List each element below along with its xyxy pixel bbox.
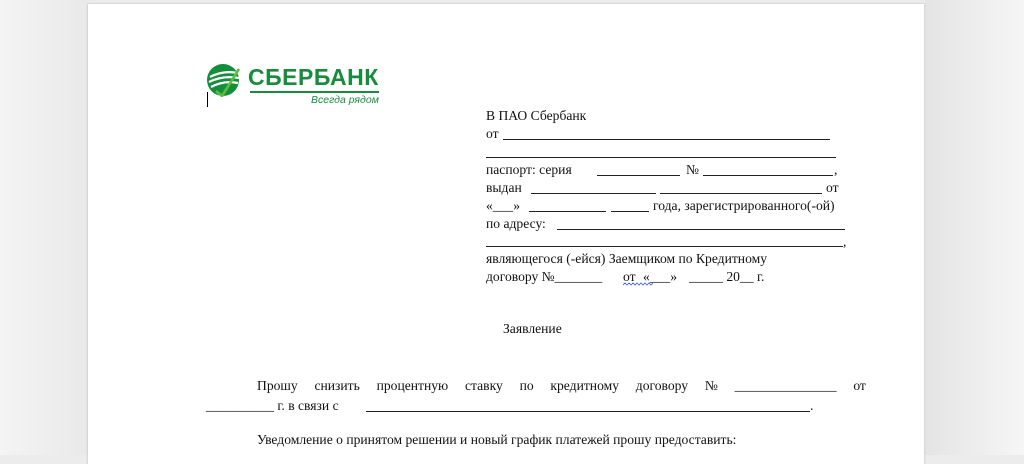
from-blank-line2 xyxy=(486,157,836,158)
request-word: Прошу xyxy=(257,378,298,393)
contract-number: договору №_______ xyxy=(486,269,603,284)
recipient-line: В ПАО Сбербанк xyxy=(486,108,587,123)
reason-blank xyxy=(366,411,810,412)
passport-comma: , xyxy=(834,162,838,177)
registered-label: года, зарегистрированного(-ой) xyxy=(653,198,835,213)
request-word: № xyxy=(704,378,718,393)
address-label: по адресу: xyxy=(486,216,546,231)
request-word: договору xyxy=(635,378,689,393)
issue-year-blank xyxy=(611,211,649,212)
sberbank-logo xyxy=(206,63,386,109)
notification-line: Уведомление о принятом решении и новый график платежей прошу предоставить: xyxy=(257,432,737,447)
from-blank xyxy=(503,139,830,140)
from-label: от xyxy=(486,126,499,141)
passport-series-label: паспорт: серия xyxy=(486,162,572,177)
contract-year: _____ 20__ г. xyxy=(689,269,765,284)
passport-number-sign: № xyxy=(686,162,699,177)
request-word: снизить xyxy=(314,378,360,393)
window-background-left xyxy=(0,0,88,455)
address-comma: , xyxy=(843,234,847,249)
request-line-2-end: . xyxy=(810,398,814,413)
request-contract-blank: _______________ xyxy=(734,378,837,393)
spellcheck-underline xyxy=(623,282,653,286)
request-word: по xyxy=(519,378,534,393)
issued-blank-1 xyxy=(531,193,656,194)
request-line-2-prefix: __________ г. в связи с xyxy=(206,398,339,413)
sberbank-logo-icon xyxy=(206,63,244,97)
issued-date-label: от xyxy=(826,180,839,195)
logo-name: СБЕРБАНК xyxy=(248,64,379,90)
text-cursor xyxy=(207,92,208,107)
contract-day: «___» xyxy=(643,269,677,284)
document-title: Заявление xyxy=(503,321,562,336)
logo-underline xyxy=(250,91,379,93)
issued-blank-2 xyxy=(660,193,822,194)
request-word: от xyxy=(853,378,866,393)
issued-label: выдан xyxy=(486,180,522,195)
request-word: процентную xyxy=(376,378,449,393)
address-blank xyxy=(557,229,845,230)
request-line-1 xyxy=(257,378,866,394)
issue-day: «___» xyxy=(486,198,520,213)
request-word: кредитному xyxy=(550,378,620,393)
request-word: ставку xyxy=(464,378,503,393)
window-background-right xyxy=(925,0,1024,455)
contract-from-label: от xyxy=(623,269,636,284)
issue-month-blank xyxy=(529,211,606,212)
logo-slogan: Всегда рядом xyxy=(311,94,379,106)
passport-series-blank xyxy=(597,175,680,176)
passport-number-blank xyxy=(703,175,833,176)
address-blank-line2 xyxy=(486,246,843,247)
borrower-line: являющегося (-ейся) Заемщиком по Кредитному xyxy=(486,251,768,266)
